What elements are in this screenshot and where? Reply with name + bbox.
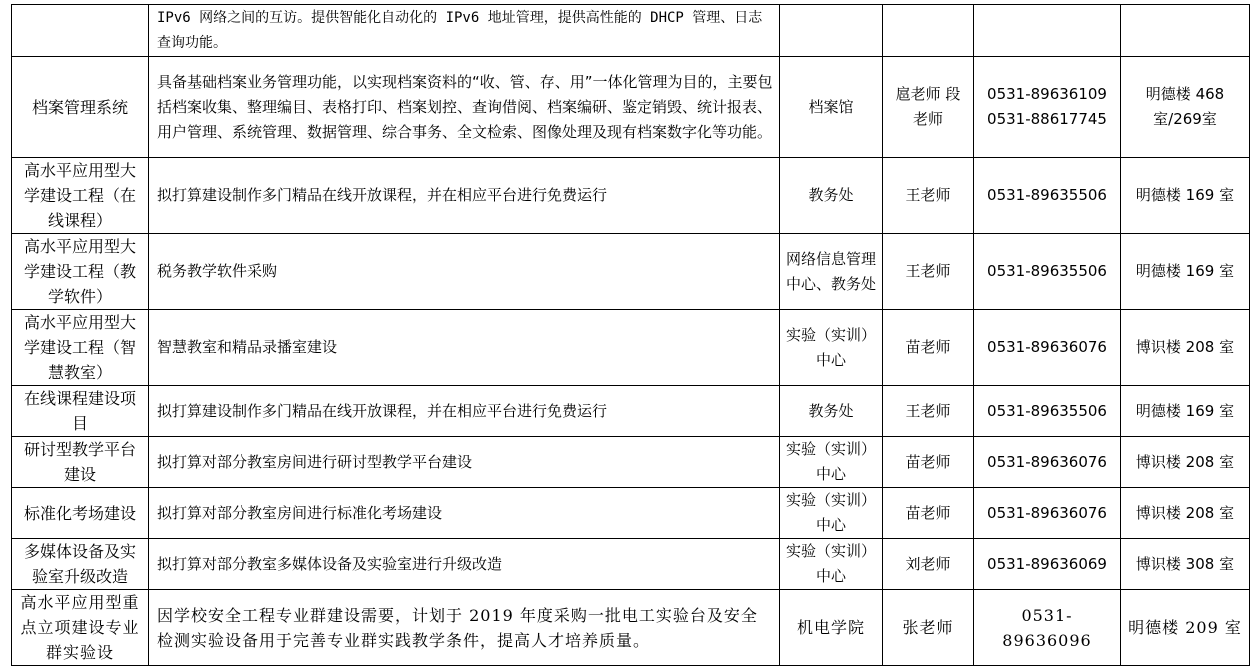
department-cell bbox=[780, 5, 883, 57]
phone-cell: 0531-89636076 bbox=[974, 437, 1121, 488]
table-row bbox=[12, 437, 1250, 488]
project-name-cell: 在线课程建设项目 bbox=[12, 386, 149, 437]
contact-cell: 王老师 bbox=[883, 234, 974, 310]
department-cell: 档案馆 bbox=[780, 57, 883, 158]
room-cell: 明德楼 468室/269室 bbox=[1121, 57, 1250, 158]
project-name-cell: 高水平应用型大学建设工程（教学软件） bbox=[12, 234, 149, 310]
description-cell: 智慧教室和精品录播室建设 bbox=[149, 310, 780, 386]
phone-cell: 0531-89636109 0531-88617745 bbox=[974, 57, 1121, 158]
contact-cell: 苗老师 bbox=[883, 488, 974, 539]
table-row bbox=[12, 158, 1250, 234]
project-name-cell: 高水平应用型大学建设工程（智慧教室） bbox=[12, 310, 149, 386]
room-cell: 博识楼 208 室 bbox=[1121, 437, 1250, 488]
contact-cell bbox=[883, 5, 974, 57]
description-cell: 拟打算建设制作多门精品在线开放课程，并在相应平台进行免费运行 bbox=[149, 158, 780, 234]
contact-cell: 张老师 bbox=[883, 590, 974, 666]
department-cell: 实验（实训）中心 bbox=[780, 539, 883, 590]
phone-cell: 0531-89635506 bbox=[974, 234, 1121, 310]
phone-cell: 0531-89636096 bbox=[974, 590, 1121, 666]
table-row bbox=[12, 590, 1250, 666]
description-cell: 拟打算对部分教室房间进行标准化考场建设 bbox=[149, 488, 780, 539]
contact-cell: 苗老师 bbox=[883, 437, 974, 488]
description-cell: 拟打算建设制作多门精品在线开放课程，并在相应平台进行免费运行 bbox=[149, 386, 780, 437]
phone-cell: 0531-89636069 bbox=[974, 539, 1121, 590]
phone-cell: 0531-89635506 bbox=[974, 158, 1121, 234]
room-cell: 博识楼 308 室 bbox=[1121, 539, 1250, 590]
project-name-cell bbox=[12, 5, 149, 57]
project-name-cell: 高水平应用型大学建设工程（在线课程） bbox=[12, 158, 149, 234]
phone-cell: 0531-89636076 bbox=[974, 488, 1121, 539]
description-cell: 拟打算对部分教室房间进行研讨型教学平台建设 bbox=[149, 437, 780, 488]
room-cell: 明德楼 209 室 bbox=[1121, 590, 1250, 666]
project-name-cell: 高水平应用型重点立项建设专业群实验设 bbox=[12, 590, 149, 666]
department-cell: 实验（实训）中心 bbox=[780, 437, 883, 488]
department-cell: 实验（实训）中心 bbox=[780, 488, 883, 539]
contact-cell: 王老师 bbox=[883, 386, 974, 437]
table-row bbox=[12, 57, 1250, 158]
description-cell: 税务教学软件采购 bbox=[149, 234, 780, 310]
phone-cell: 0531-89636076 bbox=[974, 310, 1121, 386]
department-cell: 机电学院 bbox=[780, 590, 883, 666]
department-cell: 教务处 bbox=[780, 158, 883, 234]
table-row bbox=[12, 488, 1250, 539]
project-name-cell: 档案管理系统 bbox=[12, 57, 149, 158]
room-cell: 明德楼 169 室 bbox=[1121, 158, 1250, 234]
table-row bbox=[12, 310, 1250, 386]
contact-cell: 刘老师 bbox=[883, 539, 974, 590]
description-cell: IPv6 网络之间的互访。提供智能化自动化的 IPv6 地址管理，提供高性能的 DHCP 管理、日志查询功能。 bbox=[149, 5, 780, 57]
room-cell: 明德楼 169 室 bbox=[1121, 386, 1250, 437]
room-cell: 明德楼 169 室 bbox=[1121, 234, 1250, 310]
description-cell: 拟打算对部分教室多媒体设备及实验室进行升级改造 bbox=[149, 539, 780, 590]
room-cell bbox=[1121, 5, 1250, 57]
procurement-table bbox=[11, 4, 1250, 666]
contact-cell: 苗老师 bbox=[883, 310, 974, 386]
project-name-cell: 研讨型教学平台建设 bbox=[12, 437, 149, 488]
contact-cell: 王老师 bbox=[883, 158, 974, 234]
phone-cell: 0531-89635506 bbox=[974, 386, 1121, 437]
table-row bbox=[12, 5, 1250, 57]
phone-cell bbox=[974, 5, 1121, 57]
description-cell: 因学校安全工程专业群建设需要，计划于 2019 年度采购一批电工实验台及安全检测实验设备用于完善专业群实践教学条件，提高人才培养质量。 bbox=[149, 590, 780, 666]
table-row bbox=[12, 539, 1250, 590]
project-name-cell: 标准化考场建设 bbox=[12, 488, 149, 539]
contact-cell: 扈老师 段老师 bbox=[883, 57, 974, 158]
room-cell: 博识楼 208 室 bbox=[1121, 310, 1250, 386]
department-cell: 网络信息管理中心、教务处 bbox=[780, 234, 883, 310]
department-cell: 教务处 bbox=[780, 386, 883, 437]
room-cell: 博识楼 208 室 bbox=[1121, 488, 1250, 539]
department-cell: 实验（实训）中心 bbox=[780, 310, 883, 386]
table-row bbox=[12, 234, 1250, 310]
table-row bbox=[12, 386, 1250, 437]
description-cell: 具备基础档案业务管理功能，以实现档案资料的“收、管、存、用”一体化管理为目的，主要包括档案收集、整理编目、表格打印、档案划控、查询借阅、档案编研、鉴定销毁、统计报表、用户管理、系统管理、数据管理、综合事务、全文检索、图像处理及现有档案数字化等功能。 bbox=[149, 57, 780, 158]
project-name-cell: 多媒体设备及实验室升级改造 bbox=[12, 539, 149, 590]
